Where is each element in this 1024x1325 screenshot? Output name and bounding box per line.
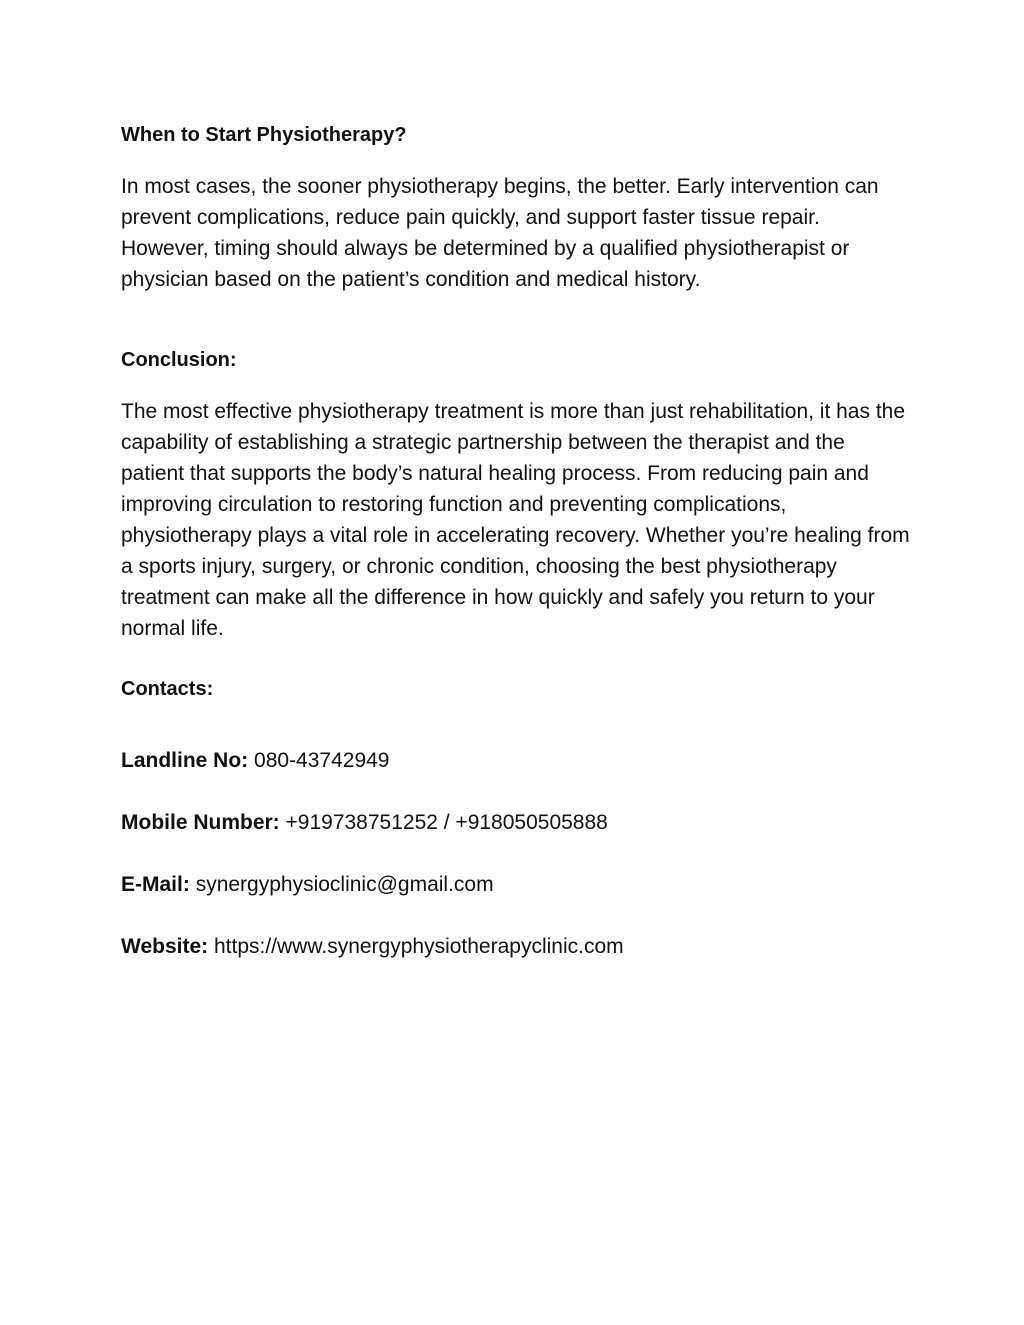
website-link[interactable]: https://www.synergyphysiotherapyclinic.com xyxy=(213,935,624,958)
conclusion-heading: Conclusion: xyxy=(121,349,237,371)
contacts-heading: Contacts: xyxy=(121,678,214,700)
mobile-line xyxy=(121,810,608,836)
landline-label: Landline No: xyxy=(121,749,249,772)
email-value[interactable]: synergyphysioclinic@gmail.com xyxy=(195,873,494,896)
website-label: Website: xyxy=(121,935,209,958)
email-line xyxy=(121,872,494,898)
landline-line xyxy=(121,748,389,774)
mobile-value: +919738751252 / +918050505888 xyxy=(285,811,608,834)
website-line xyxy=(121,934,624,960)
when-to-start-paragraph: In most cases, the sooner physiotherapy begins, the better. Early intervention can prevent complications, reduce pain quickly, and support faster tissue repair. However, timing should always be determined by a qualified physiotherapist or physician based on the patient’s condition and medical history. xyxy=(121,175,879,291)
conclusion-paragraph: The most effective physiotherapy treatment is more than just rehabilitation, it has the capability of establishing a strategic partnership between the therapist and the patient that supports the body’s natural healing process. From reducing pain and improving circulation to restoring function and preventing complications, physiotherapy plays a vital role in accelerating recovery. Whether you’re healing from a sports injury, surgery, or chronic condition, choosing the best physiotherapy treatment can make all the difference in how quickly and safely you return to your normal life. xyxy=(121,400,910,640)
when-to-start-heading: When to Start Physiotherapy? xyxy=(121,124,407,146)
landline-value: 080-43742949 xyxy=(254,749,390,772)
email-label: E-Mail: xyxy=(121,873,190,896)
mobile-label: Mobile Number: xyxy=(121,811,280,834)
